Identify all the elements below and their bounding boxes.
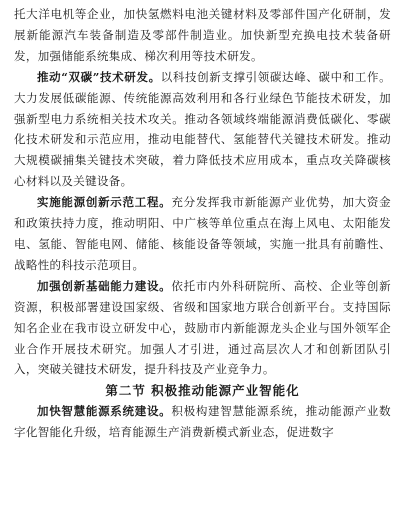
paragraph-demo-project	[14, 192, 391, 276]
paragraph-lead: 实施能源创新示范工程。	[37, 195, 172, 210]
paragraph-dual-carbon	[14, 67, 391, 192]
paragraph-lead: 加快智慧能源系统建设。	[37, 404, 172, 419]
paragraph-lead: 加强创新基础能力建设。	[37, 278, 172, 293]
section-heading: 第二节 积极推动能源产业智能化	[105, 383, 300, 399]
paragraph-innovation-base	[14, 276, 391, 381]
paragraph-lead: 推动“双碳”技术研发。	[37, 69, 161, 84]
paragraph-body: 充分发挥我市新能源产业优势，加大资金和政策扶持力度，推动明阳、中广核等单位重点在海上风电、太阳能发电、氢能、智能电网、储能、核能设备等领域，实施一批具有前瞻性、战略性的科技示范项目。	[14, 195, 391, 272]
paragraph-body: 依托市内外科研院所、高校、企业等创新资源，积极部署建设国家级、省级和国家地方联合创新平台。支持国际知名企业在我市设立研发中心，鼓励市内新能源龙头企业与国外领军企业合作开展技术研究。加强人才引进，通过高层次人才和创新团队引入，突破关键技术研发，提升科技及产业竞争力。	[14, 278, 391, 377]
paragraph-smart-energy	[14, 401, 391, 443]
paragraph-hydrogen-ev	[14, 4, 391, 67]
paragraph-body: 积极构建智慧能源系统，推动能源产业数字化智能化升级，培育能源生产消费新模式新业态，促进数字	[14, 404, 391, 440]
paragraph-body: 托大洋电机等企业，加快氢燃料电池关键材料及零部件国产化研制，发展新能源汽车装备制造及零部件制造业。加快新型充换电技术装备研发，加强储能系统集成、梯次利用等技术研发。	[14, 7, 391, 63]
paragraph-body: 以科技创新支撑引领碳达峰、碳中和工作。大力发展低碳能源、传统能源高效利用和各行业绿色节能技术研发，加强新型电力系统相关技术攻关。推动各领域终端能源消费低碳化、零碳化技术研发和示范应用，推动电能替代、氢能替代关键技术研发。推动大规模碳捕集关键技术突破，着力降低技术应用成本，重点攻关降碳核心材料以及关键设备。	[14, 69, 391, 189]
